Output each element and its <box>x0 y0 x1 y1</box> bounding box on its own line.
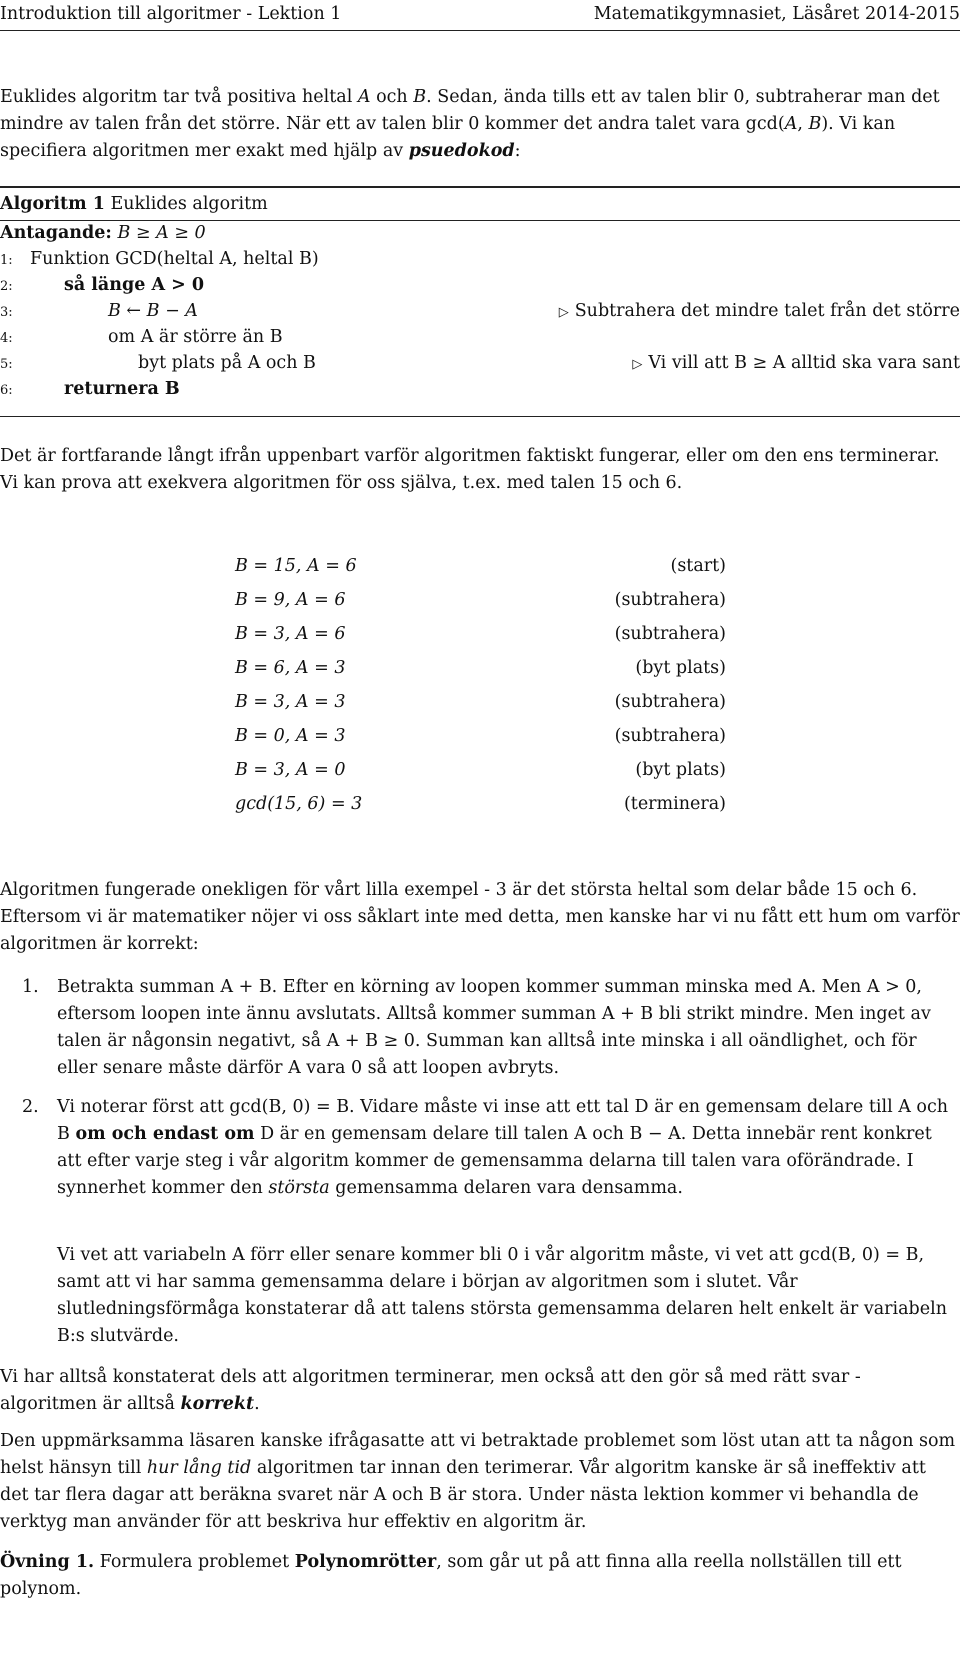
intro-text: och <box>370 87 414 107</box>
list-item-continuation: Vi vet att variabeln A förr eller senare kommer bli 0 i vår algoritm måste, vi vet att gcd(B, 0) = B, samt att vi har samma gemensamma delare i början av algoritmen som i slutet. Vår slutledningsförmåga konstaterar då att talens största gemensamma delaren helt enkelt är variabeln B:s slutvärde. <box>57 1245 947 1346</box>
text-run: D är en gemensam delare till talen A och B − A. Detta innebär rent konkret att efter varje steg i vår algoritm kommer de gemensamma delarna till talen vara oförändrade. I synnerhet kommer den <box>57 1124 932 1198</box>
line-number: 1: <box>0 253 13 268</box>
line-number: 6: <box>0 383 13 398</box>
text-run: . <box>254 1394 260 1414</box>
intro-pseudocode-term: psuedokod <box>408 141 515 161</box>
trace-state: B = 9, A = 6 <box>235 590 346 610</box>
trace-state: B = 3, A = 6 <box>235 624 346 644</box>
algorithm-title-name: Euklides algoritm <box>110 194 268 214</box>
line-number: 2: <box>0 279 13 294</box>
code-text: byt plats på A och B <box>138 353 316 373</box>
trace-state: B = 6, A = 3 <box>235 658 346 678</box>
algorithm-bottom-rule <box>0 416 960 417</box>
emphasis-italic: största <box>268 1178 330 1198</box>
trace-note: (subtrahera) <box>614 692 726 712</box>
code-text: om A är större än B <box>108 327 283 347</box>
trace-row <box>0 618 960 650</box>
header-course-title: Introduktion till algoritmer - Lektion 1 <box>0 4 342 24</box>
intro-text: Euklides algoritm tar två positiva heltal <box>0 87 358 107</box>
trace-state: B = 3, A = 3 <box>235 692 346 712</box>
code-text: returnera B <box>64 379 180 399</box>
header-rule <box>0 30 960 31</box>
trace-row <box>0 788 960 820</box>
paragraph-efficiency <box>0 1428 960 1536</box>
code-text: så länge A > 0 <box>64 275 205 295</box>
trace-note: (subtrahera) <box>614 726 726 746</box>
emphasis-bold: om och endast om <box>75 1124 255 1144</box>
comment-text: Vi vill att B ≥ A alltid ska vara sant <box>648 353 960 373</box>
text-run: algoritmen tar innan den terimerar. Vår algoritm kanske är så ineffektiv att det tar flera dagar att beräkna svaret när A och B är stora. Under nästa lektion kommer vi behandla de verktyg man använder för att beskriva hur effektiv en algoritm är. <box>0 1458 926 1532</box>
line-number: 4: <box>0 331 13 346</box>
trace-note: (byt plats) <box>635 658 726 678</box>
list-number: 1. <box>22 977 39 997</box>
code-line-5 <box>0 350 960 376</box>
header-school-year: Matematikgymnasiet, Läsåret 2014-2015 <box>593 4 960 24</box>
emphasis-italic: hur lång tid <box>146 1458 252 1478</box>
exercise-1 <box>0 1549 960 1603</box>
comment-text: Subtrahera det mindre talet från det större <box>574 301 960 321</box>
list-item-text: Betrakta summan A + B. Efter en körning av loopen kommer summan minska med A. Men A > 0, eftersom loopen inte ännu avslutats. Alltså kommer summan A + B bli strikt mindre. Men inget av talen är någonsin negativt, så A + B ≥ 0. Summan kan alltså inte minska i all oändlighet, och för eller senare måste därför A vara 0 så att loopen avbryts. <box>57 977 931 1078</box>
trace-row <box>0 652 960 684</box>
code-line-3 <box>0 298 960 324</box>
intro-text: ). Vi kan specifiera algoritmen mer exakt med hjälp av <box>0 114 896 161</box>
code-text: B ← B − A <box>108 301 198 321</box>
comment-triangle-icon: ▷ <box>558 305 569 320</box>
comment-triangle-icon: ▷ <box>632 357 643 372</box>
trace-note: (terminera) <box>623 794 726 814</box>
code-line-1 <box>0 246 960 272</box>
trace-state: B = 15, A = 6 <box>235 556 357 576</box>
trace-note: (start) <box>670 556 726 576</box>
algorithm-title-number: Algoritm 1 <box>0 194 105 214</box>
emphasis-correct: korrekt <box>180 1394 255 1414</box>
code-comment <box>632 350 960 378</box>
paragraph-example-result: Algoritmen fungerade onekligen för vårt lilla exempel - 3 är det största heltal som delar både 15 och 6. Eftersom vi är matematiker nöjer vi oss såklart inte med detta, men kanske har vi nu fått ett hum om varför algoritmen är korrekt: <box>0 880 960 954</box>
line-number: 3: <box>0 305 13 320</box>
algorithm-title <box>0 191 960 217</box>
line-number: 5: <box>0 357 13 372</box>
text-run: Vi har alltså konstaterat dels att algoritmen terminerar, men också att den gör så med rätt svar - algoritmen är alltså <box>0 1367 861 1414</box>
trace-row <box>0 584 960 616</box>
code-line-2 <box>0 272 960 298</box>
trace-state: gcd(15, 6) = 3 <box>235 794 363 814</box>
intro-text: . Sedan, ända tills ett av talen blir 0, subtraherar man det mindre av talen från det större. När ett av talen blir 0 kommer det andra talet vara gcd( <box>0 87 940 134</box>
paragraph-correctness <box>0 1364 960 1418</box>
algorithm-top-rule <box>0 186 960 188</box>
trace-row <box>0 720 960 752</box>
trace-state: B = 0, A = 3 <box>235 726 346 746</box>
trace-state: B = 3, A = 0 <box>235 760 346 780</box>
trace-row <box>0 754 960 786</box>
text-run: , som går ut på att finna alla reella nollställen till ett polynom. <box>0 1552 902 1599</box>
code-comment <box>559 298 960 326</box>
exercise-label: Övning 1. <box>0 1552 95 1572</box>
text-run: Formulera problemet <box>94 1552 295 1572</box>
list-item-text <box>57 1094 960 1202</box>
page-header <box>0 4 960 28</box>
code-line-4 <box>0 324 960 350</box>
intro-text: : <box>514 141 521 161</box>
trace-row <box>0 550 960 582</box>
text-run: Vi noterar först att gcd(B, 0) = B. Vidare måste vi inse att ett tal D är en gemensam delare till A och B <box>57 1097 949 1144</box>
exercise-problem-name: Polynomrötter <box>294 1552 437 1572</box>
assumption-label: Antagande: <box>0 223 112 243</box>
text-run: gemensamma delaren vara densamma. <box>329 1178 683 1198</box>
code-line-6 <box>0 376 960 402</box>
trace-note: (byt plats) <box>635 760 726 780</box>
paragraph-termination-question: Det är fortfarande långt ifrån uppenbart varför algoritmen faktiskt fungerar, eller om den ens terminerar. Vi kan prova att exekvera algoritmen för oss själva, t.ex. med talen 15 och 6. <box>0 446 940 493</box>
trace-note: (subtrahera) <box>614 624 726 644</box>
code-text: Funktion GCD(heltal A, heltal B) <box>30 249 319 269</box>
assumption-expression: B ≥ A ≥ 0 <box>117 223 206 243</box>
trace-row <box>0 686 960 718</box>
trace-note: (subtrahera) <box>614 590 726 610</box>
list-number: 2. <box>22 1097 39 1117</box>
text-run: Den uppmärksamma läsaren kanske ifrågasatte att vi betraktade problemet som löst utan att ta någon som helst hänsyn till <box>0 1431 956 1478</box>
intro-paragraph: Euklides algoritm tar två positiva heltal A och B. Sedan, ända tills ett av talen blir 0, subtraherar man det mindre av talen från det större. När ett av talen blir 0 kommer det andra talet vara gcd(A, B). Vi kan specifiera algoritmen mer exakt med hjälp av psuedokod: <box>0 87 940 161</box>
algorithm-assumption <box>0 220 960 246</box>
